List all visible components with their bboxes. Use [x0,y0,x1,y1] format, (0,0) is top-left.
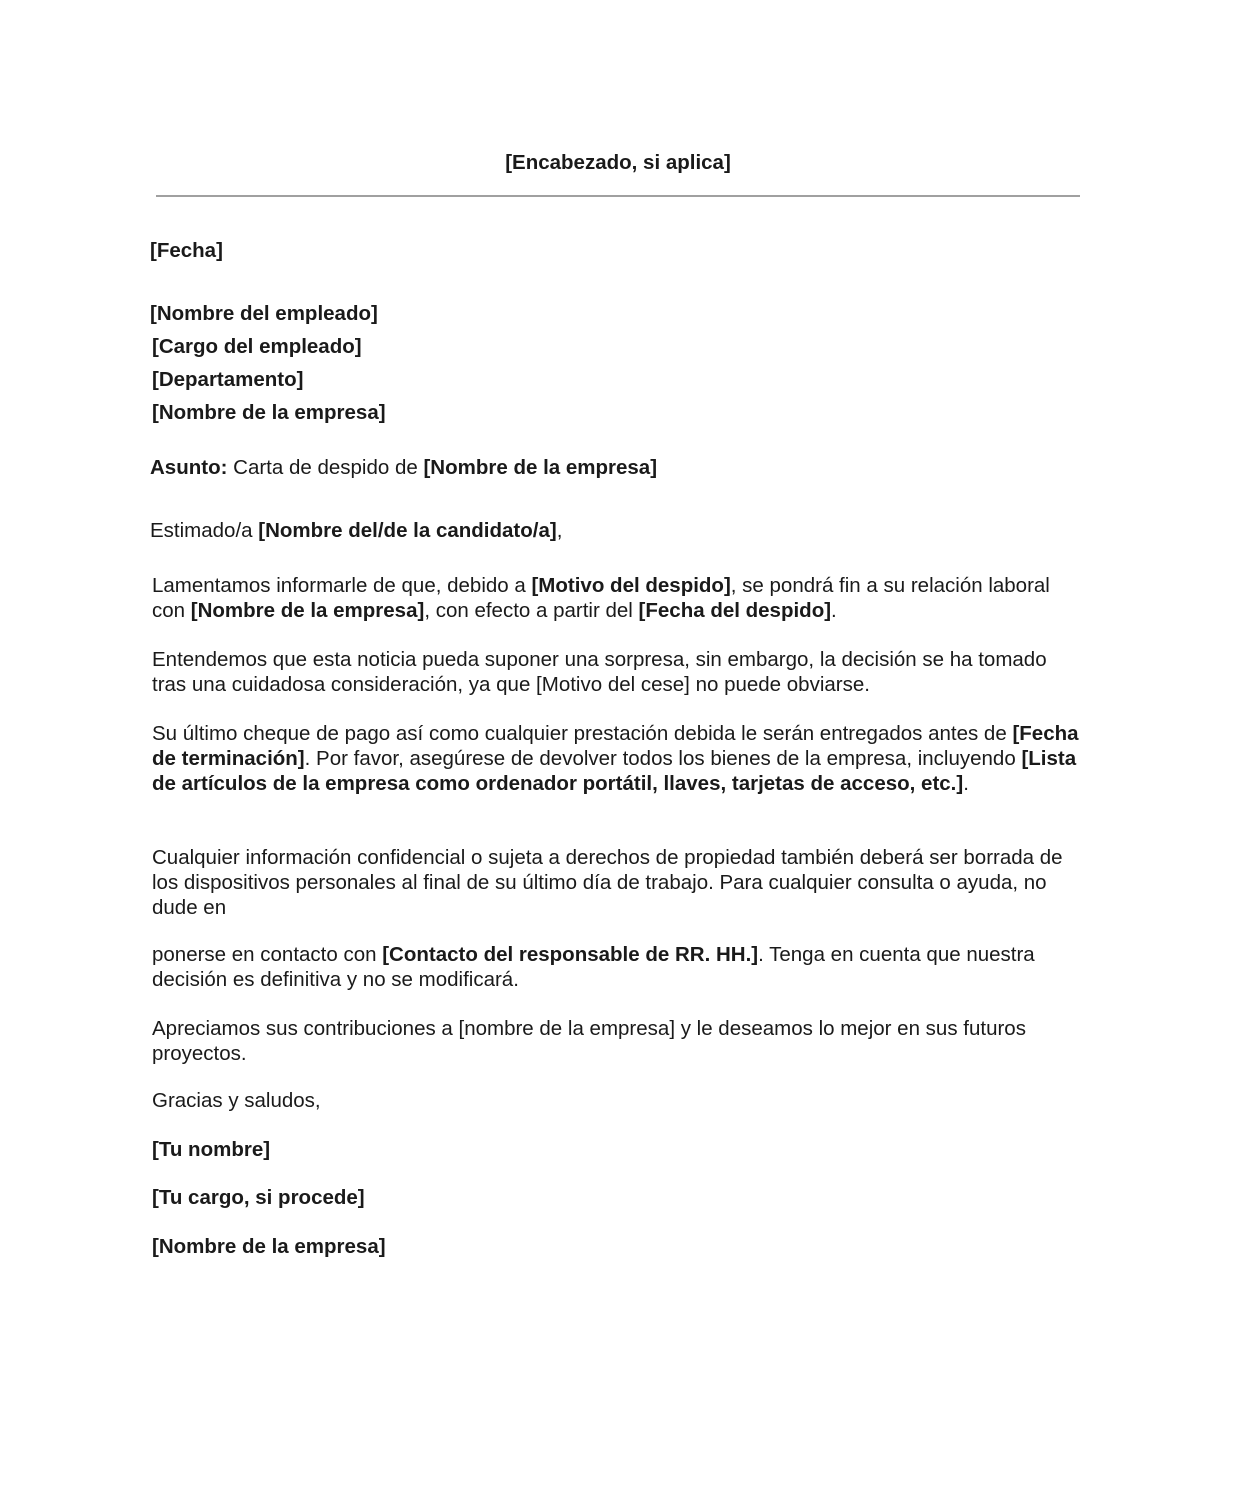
p1-reason: [Motivo del despido] [531,574,731,597]
recipient-position: [Cargo del empleado] [152,335,362,358]
signature-company: [Nombre de la empresa] [152,1235,386,1258]
subject-text: Carta de despido de [227,456,424,479]
paragraph-final-payment [152,721,1082,796]
p3-items: [Lista de artículos de la empresa como ordenador portátil, llaves, tarjetas de acceso, etc.] [152,747,1077,795]
p5-text-1: ponerse en contacto con [152,943,383,966]
letter-header: [Encabezado, si aplica] [505,151,731,174]
closing: Gracias y saludos, [152,1089,321,1112]
letter-date: [Fecha] [150,239,223,262]
p3-date: [Fecha de terminación] [152,722,1079,770]
p3-text-3: . [963,772,969,795]
paragraph-appreciation: Apreciamos sus contribuciones a [nombre de la empresa] y le deseamos lo mejor en sus futuros proyectos. [152,1017,1026,1065]
header-divider [156,195,1080,197]
p1-text-4: . [831,599,837,622]
recipient-department: [Departamento] [152,368,304,391]
subject-line [150,456,657,480]
paragraph-confidential: Cualquier información confidencial o sujeta a derechos de propiedad también deberá ser borrada de los dispositivos personales al final de su último día de trabajo. Para cualquier consulta o ayuda, no dude en [152,846,1063,919]
greeting-name: [Nombre del/de la candidato/a] [258,519,557,542]
greeting-suffix: , [556,519,563,542]
recipient-name: [Nombre del empleado] [150,302,378,325]
p3-text-2: . Por favor, asegúrese de devolver todos los bienes de la empresa, incluyendo [304,747,1022,770]
p5-text-2: . Tenga en cuenta que nuestra decisión es definitiva y no se modificará. [152,943,1035,991]
p1-company: [Nombre de la empresa] [190,599,425,622]
greeting [150,519,562,543]
p1-text-3: , con efecto a partir del [424,599,639,622]
p1-date: [Fecha del despido] [638,599,832,622]
p1-text-1: Lamentamos informarle de que, debido a [152,574,532,597]
paragraph-contact [152,942,1082,992]
subject-label: Asunto: [150,456,228,479]
recipient-company: [Nombre de la empresa] [152,401,386,424]
p5-contact: [Contacto del responsable de RR. HH.] [382,943,759,966]
p1-text-2: , se pondrá fin a su relación laboral con [152,574,1050,622]
subject-company: [Nombre de la empresa] [423,456,658,479]
paragraph-dismissal [152,573,1082,623]
p3-text-1: Su último cheque de pago así como cualquier prestación debida le serán entregados antes de [152,722,1013,745]
signature-position: [Tu cargo, si procede] [152,1186,365,1209]
greeting-prefix: Estimado/a [150,519,259,542]
paragraph-consideration: Entendemos que esta noticia pueda suponer una sorpresa, sin embargo, la decisión se ha tomado tras una cuidadosa consideración, ya que [Motivo del cese] no puede obviarse. [152,648,1047,696]
signature-name: [Tu nombre] [152,1138,271,1161]
